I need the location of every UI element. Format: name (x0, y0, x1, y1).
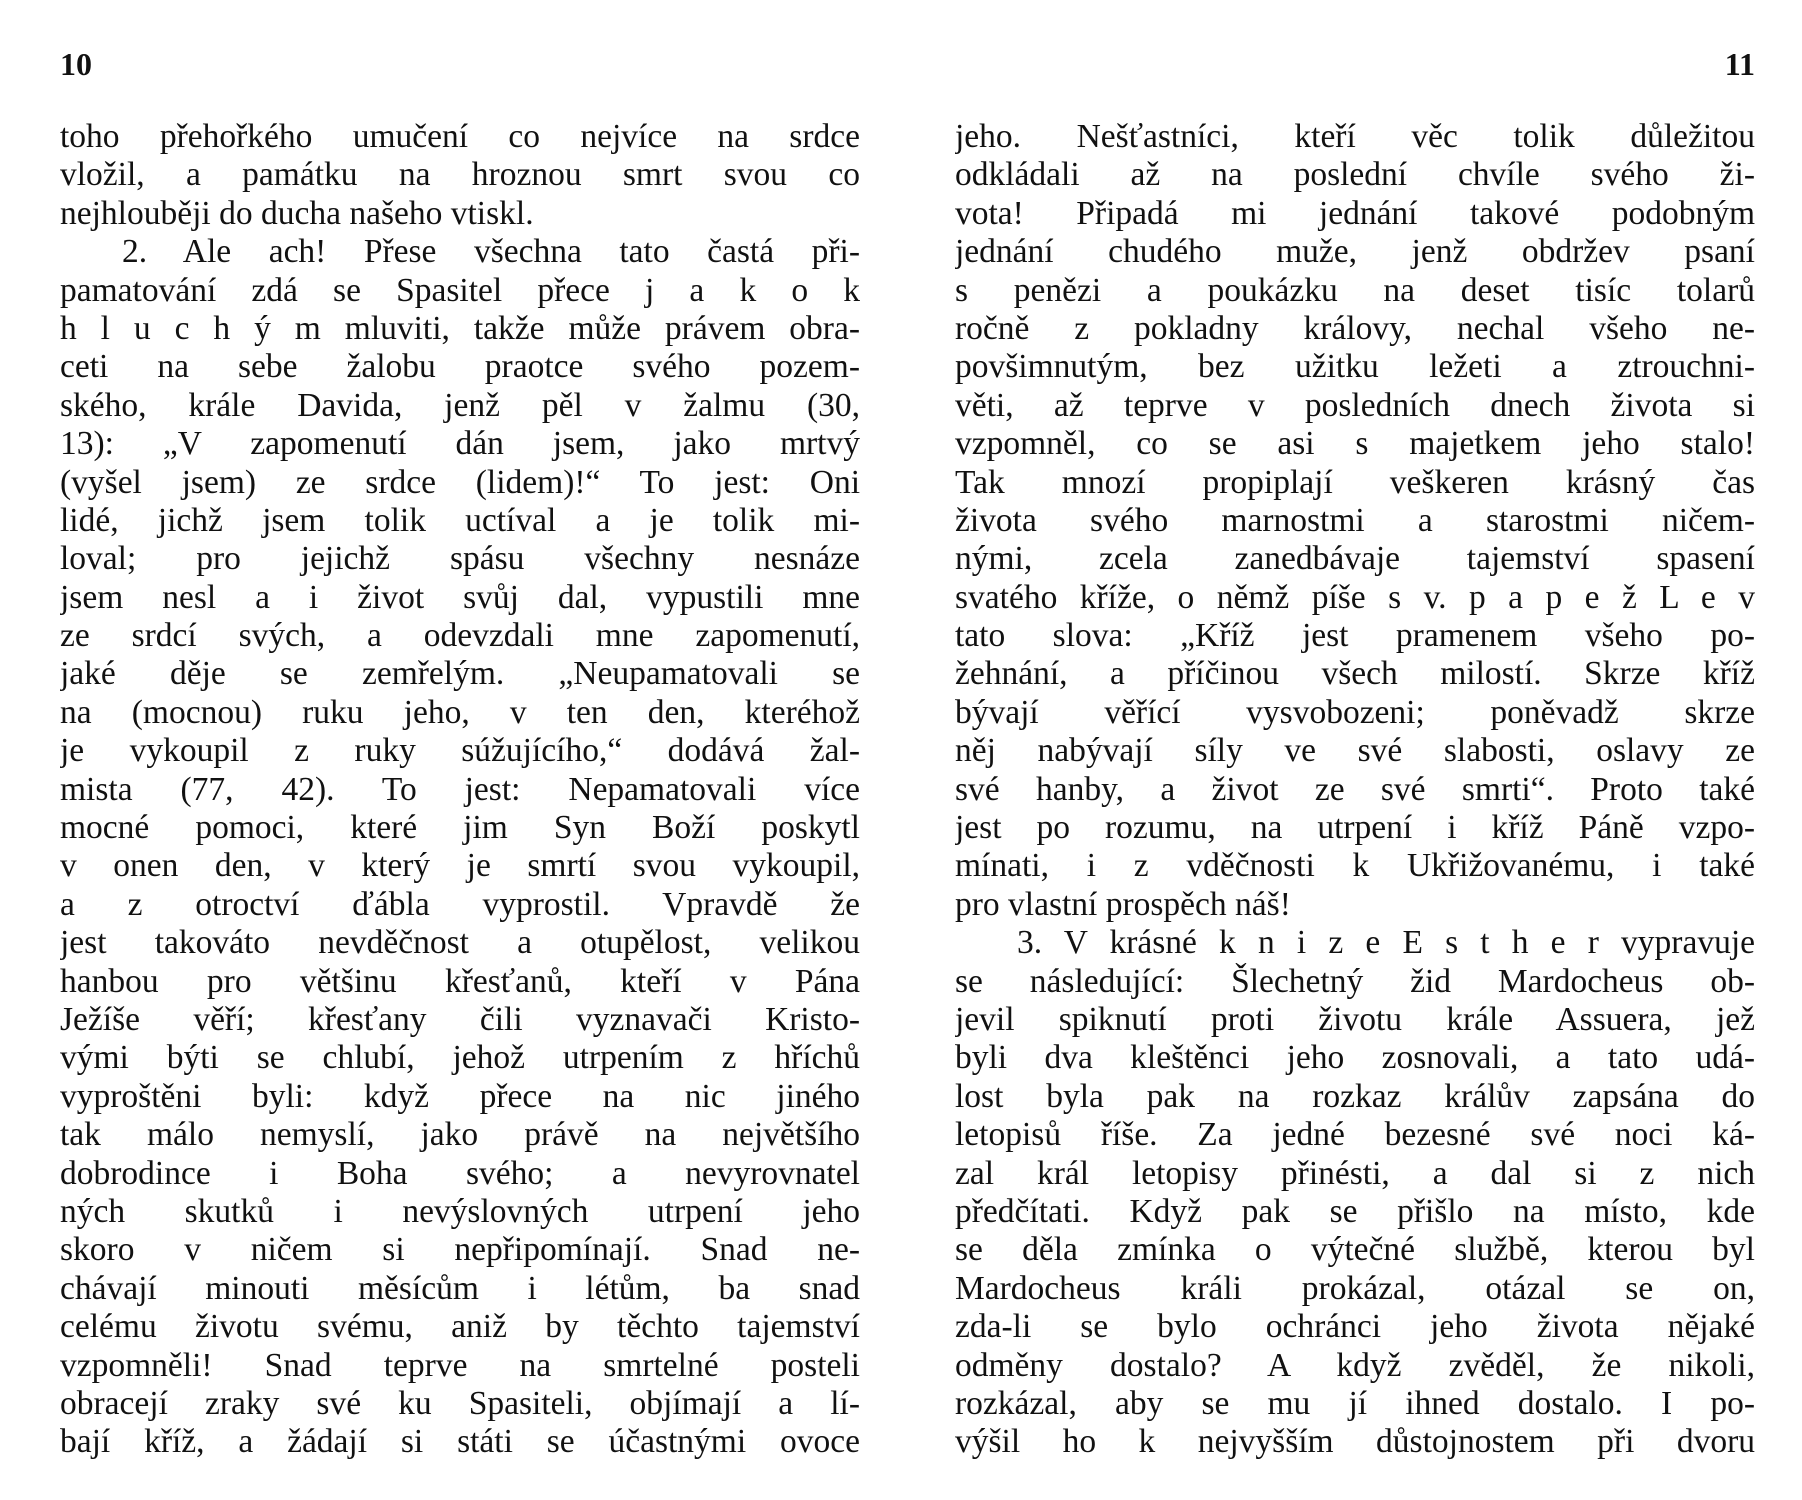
text-line: Ježíše věří; křesťany čili vyznavači Kristo- (60, 1000, 860, 1038)
text-line: vyproštěni byli: když přece na nic jiného (60, 1077, 860, 1115)
text-line: dobrodince i Boha svého; a nevyrovnatel (60, 1154, 860, 1192)
text-line: svatého kříže, o němž píše s v. p a p e ž L e v (955, 578, 1755, 616)
text-line: a z otroctví ďábla vyprostil. Vpravdě že (60, 885, 860, 923)
text-line: tato slova: „Kříž jest pramenem všeho po- (955, 617, 1755, 655)
text-line: hanbou pro většinu křesťanů, kteří v Pána (60, 962, 860, 1000)
text-line: odměny dostalo? A když zvěděl, že nikoli, (955, 1346, 1755, 1384)
text-line: 2. Ale ach! Přese všechna tato častá při- (122, 233, 860, 271)
right-page-number: 11 (1724, 46, 1755, 82)
text-line: vota! Připadá mi jednání takové podobným (955, 194, 1755, 232)
text-line: chávají minouti měsícům i létům, ba snad (60, 1269, 860, 1307)
text-line: tak málo nemyslí, jako právě na největšího (60, 1116, 860, 1154)
text-line: bají kříž, a žádají si státi se účastnými ovoce (60, 1423, 860, 1461)
text-line: loval; pro jejichž spásu všechny nesnáze (60, 540, 860, 578)
text-line: celému životu svému, aniž by těchto tajemství (60, 1308, 860, 1346)
text-line: ných skutků i nevýslovných utrpení jeho (60, 1192, 860, 1230)
text-line: mocné pomoci, které jim Syn Boží poskytl (60, 809, 860, 847)
text-line: byli dva kleštěnci jeho zosnovali, a tato udá- (955, 1039, 1755, 1077)
text-line: žehnání, a příčinou všech milostí. Skrze kříž (955, 655, 1755, 693)
text-line: nými, zcela zanedbávaje tajemství spasení (955, 540, 1755, 578)
text-line: pamatování zdá se Spasitel přece j a k o k (60, 271, 860, 309)
text-line: jeho. Nešťastníci, kteří věc tolik důležitou (955, 118, 1755, 155)
text-line: předčítati. Když pak se přišlo na místo, kde (955, 1192, 1755, 1230)
left-page (60, 0, 860, 1500)
text-line: vzpomněl, co se asi s majetkem jeho stalo! (955, 425, 1755, 463)
text-line: své hanby, a život ze své smrti“. Proto také (955, 770, 1755, 808)
text-line: ského, krále Davida, jenž pěl v žalmu (30, (60, 386, 860, 424)
text-line: na (mocnou) ruku jeho, v ten den, kteréhož (60, 693, 860, 731)
text-line: zda-li se bylo ochránci jeho života nějaké (955, 1308, 1755, 1346)
text-line: vložil, a památku na hroznou smrt svou co (60, 156, 860, 194)
text-line: ceti na sebe žalobu praotce svého pozem- (60, 348, 860, 386)
text-line: s penězi a poukázku na deset tisíc tolarů (955, 271, 1755, 309)
text-line: 13): „V zapomenutí dán jsem, jako mrtvý (60, 425, 860, 463)
text-line: nejhlouběji do ducha našeho vtiskl. (60, 194, 534, 232)
text-line: odkládali až na poslední chvíle svého ži- (955, 156, 1755, 194)
text-line: něj nabývají síly ve své slabosti, oslavy ze (955, 732, 1755, 770)
text-line: ročně z pokladny královy, nechal všeho ne- (955, 309, 1755, 347)
text-line: povšimnutým, bez užitku ležeti a ztrouchni- (955, 348, 1755, 386)
text-line: pro vlastní prospěch náš! (955, 885, 1291, 923)
text-line: obracejí zraky své ku Spasiteli, objímají a lí- (60, 1384, 860, 1422)
text-line: bývají věřící vysvobozeni; poněvadž skrze (955, 693, 1755, 731)
text-line: lidé, jichž jsem tolik uctíval a je tolik mi- (60, 501, 860, 539)
text-line: jevil spiknutí proti životu krále Assuera, jež (955, 1000, 1755, 1038)
text-line: věti, až teprve v posledních dnech života si (955, 386, 1755, 424)
text-line: lost byla pak na rozkaz králův zapsána do (955, 1077, 1755, 1115)
text-line: rozkázal, aby se mu jí ihned dostalo. I po- (955, 1384, 1755, 1422)
text-line: skoro v ničem si nepřipomínají. Snad ne- (60, 1231, 860, 1269)
text-line: vými býti se chlubí, jehož utrpením z hříchů (60, 1039, 860, 1077)
text-line: Mardocheus králi prokázal, otázal se on, (955, 1269, 1755, 1307)
text-line: jaké děje se zemřelým. „Neupamatovali se (60, 655, 860, 693)
text-line: mínati, i z vděčnosti k Ukřižovanému, i také (955, 847, 1755, 885)
text-line: zal král letopisy přinésti, a dal si z nich (955, 1154, 1755, 1192)
text-line: letopisů říše. Za jedné bezesné své noci ká- (955, 1116, 1755, 1154)
text-line: (vyšel jsem) ze srdce (lidem)!“ To jest: Oni (60, 463, 860, 501)
text-line: výšil ho k nejvyšším důstojnostem při dvoru (955, 1423, 1755, 1461)
text-line: toho přehořkého umučení co nejvíce na srdce (60, 118, 860, 155)
text-line: se následující: Šlechetný žid Mardocheus ob- (955, 962, 1755, 1000)
text-line: v onen den, v který je smrtí svou vykoupil, (60, 847, 860, 885)
text-line: ze srdcí svých, a odevzdali mne zapomenutí, (60, 617, 860, 655)
right-page (955, 0, 1755, 1500)
left-page-number: 10 (60, 46, 92, 82)
text-line: jest takováto nevděčnost a otupělost, velikou (60, 924, 860, 962)
right-page-text (955, 118, 1755, 1462)
text-line: života svého marnostmi a starostmi ničem- (955, 501, 1755, 539)
text-line: jest po rozumu, na utrpení i kříž Páně vzpo- (955, 809, 1755, 847)
text-line: je vykoupil z ruky súžujícího,“ dodává žal- (60, 732, 860, 770)
text-line: vzpomněli! Snad teprve na smrtelné posteli (60, 1346, 860, 1384)
text-line: Tak mnozí propiplají veškeren krásný čas (955, 463, 1755, 501)
left-page-text (60, 118, 860, 1462)
text-line: 3. V krásné k n i z e E s t h e r vypravuje (1017, 924, 1755, 962)
text-line: se děla zmínka o výtečné službě, kterou byl (955, 1231, 1755, 1269)
text-line: h l u c h ý m mluviti, takže může právem obra- (60, 309, 860, 347)
text-line: mista (77, 42). To jest: Nepamatovali více (60, 770, 860, 808)
text-line: jednání chudého muže, jenž obdržev psaní (955, 233, 1755, 271)
text-line: jsem nesl a i život svůj dal, vypustili mne (60, 578, 860, 616)
